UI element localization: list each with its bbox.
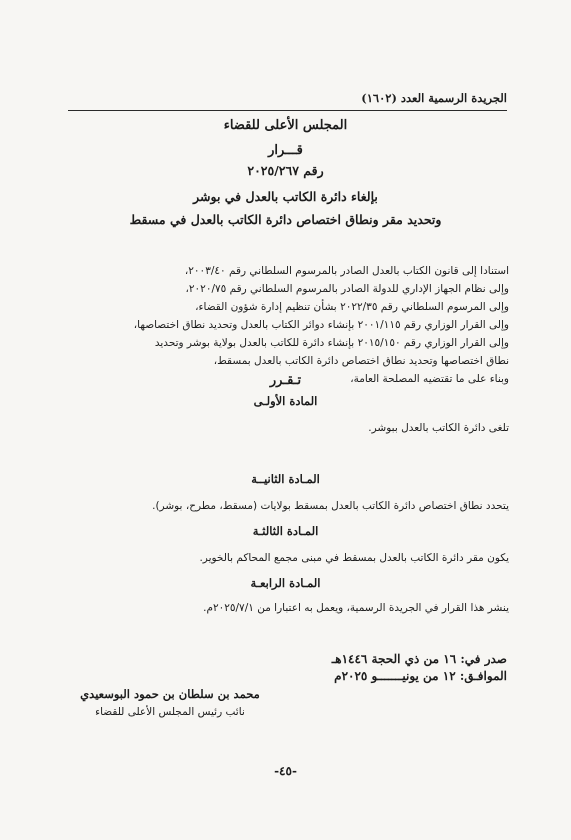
issue-date-hijri: صدر في: ١٦ من ذي الحجة ١٤٤٦هـ: [331, 652, 507, 666]
preamble-line: وإلى القرار الوزاري رقم ٢٠٠١/١١٥ بإنشاء دوائر الكتاب بالعدل وتحديد نطاق اختصاصها،: [133, 319, 509, 331]
preamble-line: وبناء على ما تقتضيه المصلحة العامة،: [350, 373, 509, 385]
decision-number: رقم ٢٠٢٥/٢٦٧: [247, 163, 324, 178]
article-4-heading: المـادة الرابعـة: [250, 576, 321, 590]
preamble: [60, 262, 509, 388]
signatory-position: نائب رئيس المجلس الأعلى للقضاء: [95, 706, 245, 718]
decision-label: قـــرار: [268, 143, 303, 158]
article-2-text: يتحدد نطاق اختصاص دائرة الكاتب بالعدل بمسقط بولايات (مسقط، مطرح، بوشر).: [152, 500, 509, 512]
authority-title: المجلس الأعلى للقضاء: [223, 118, 348, 133]
article-1-heading: المادة الأولـى: [253, 394, 318, 408]
article-2-heading: المـادة الثانيــة: [251, 472, 320, 486]
preamble-line: نطاق اختصاصها وتحديد نطاق اختصاص دائرة الكاتب بالعدل بمسقط،: [213, 355, 509, 367]
signatory-name: محمد بن سلطان بن حمود البوسعيدي: [80, 687, 260, 701]
article-4-text: ينشر هذا القرار في الجريدة الرسمية، ويعمل به اعتبارا من ٢٠٢٥/٧/١م.: [203, 602, 509, 614]
gazette-header: الجريدة الرسمية العدد (١٦٠٢): [68, 88, 507, 111]
preamble-line: وإلى نظام الجهاز الإداري للدولة الصادر بالمرسوم السلطاني رقم ٢٠٢٠/٧٥،: [185, 283, 509, 295]
page-number: -٤٥-: [274, 764, 297, 778]
decision-subject-line-1: بإلغاء دائرة الكاتب بالعدل في بوشر: [193, 189, 378, 204]
decides-heading: تـقـرر: [269, 373, 302, 388]
decision-subject-line-2: وتحديد مقر ونطاق اختصاص دائرة الكاتب بالعدل في مسقط: [129, 212, 442, 227]
issue-date-gregorian: الموافـق: ١٢ من يونيـــــــو ٢٠٢٥م: [334, 669, 507, 683]
article-3-heading: المـادة الثالثـة: [252, 524, 319, 538]
article-1-text: تلغى دائرة الكاتب بالعدل ببوشر.: [368, 422, 509, 434]
preamble-line: وإلى القرار الوزاري رقم ٢٠١٥/١٥٠ بإنشاء دائرة للكاتب بالعدل بولاية بوشر وتحديد: [154, 337, 509, 349]
preamble-line: وإلى المرسوم السلطاني رقم ٢٠٢٢/٣٥ بشأن تنظيم إدارة شؤون القضاء،: [195, 301, 509, 313]
preamble-line: استنادا إلى قانون الكتاب بالعدل الصادر بالمرسوم السلطاني رقم ٢٠٠٣/٤٠،: [184, 265, 509, 277]
article-3-text: يكون مقر دائرة الكاتب بالعدل بمسقط في مبنى مجمع المحاكم بالخوير.: [199, 552, 509, 564]
